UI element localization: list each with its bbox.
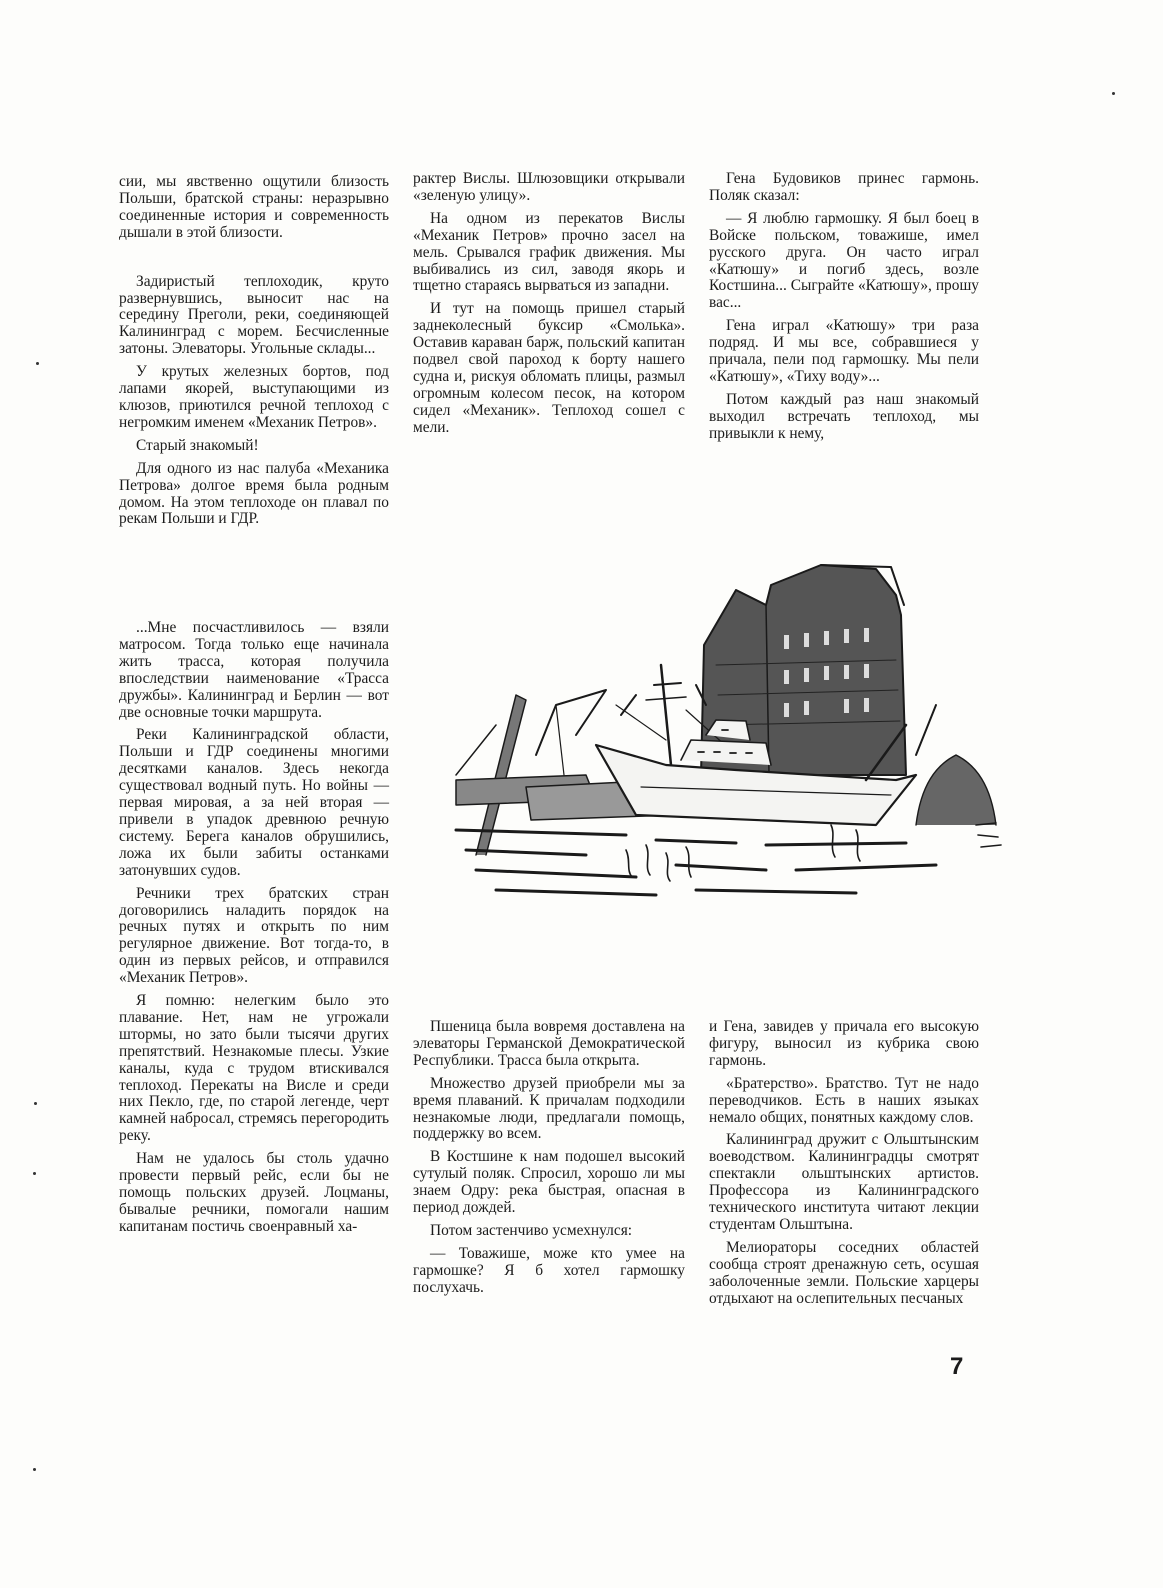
paragraph: На одном из перекатов Вислы «Механик Петров» прочно засел на мель. Срывался график движения. Мы выбивались из сил, заводя якорь и тщетно стараясь вырваться из западни. [413,209,685,295]
paragraph: Гена Будовиков принес гармонь. Поляк сказал: [709,170,979,204]
paragraph: и Гена, завидев у причала его высокую фигуру, выносил из кубрика свою гармонь. [709,1018,979,1069]
paragraph: Калининград дружит с Ольштынским воеводством. Калининградцы смотрят спектакли ольштынских артистов. Профессора из Калининградского технического института читают лекции студентам Ольштына. [709,1131,979,1233]
article-column-6 [709,1019,979,1314]
paragraph: Я помню: нелегким было это плавание. Нет, нам не угрожали штормы, но зато были тысячи других препятствий. Незнакомые плесы. Узкие каналы, куда с трудом втискивался теплоход. Перекаты на Висле и среди них Пекло, где, по старой легенде, черт камней набросал, стремясь перегородить реку. [119,992,389,1145]
article-column-4 [119,620,389,1242]
scan-speck [1112,92,1115,95]
paragraph: Речники трех братских стран договорились наладить порядок на речных путях и открыть по ним регулярное движение. Вот тогда-то, в один из первых рейсов, и отправился «Механик Петров». [119,884,389,987]
paragraph: Для одного из нас палуба «Механика Петрова» долгое время была родным домом. На этом теплоходе он плавал по рекам Польши и ГДР. [119,459,389,528]
paragraph: рактер Вислы. Шлюзовщики открывали «зеленую улицу». [413,170,685,204]
paragraph: У крутых железных бортов, под лапами якорей, выступающими из клюзов, приютился речной теплоход с негромким именем «Механик Петров». [119,363,389,431]
paragraph: И тут на помощь пришел старый заднеколесный буксир «Смолька». Оставив караван барж, польский капитан подвел свой пароход к борту нашего судна и, рискуя обломать плицы, размыл огромным колесом песок, на котором сидел «Механик». Теплоход сошел с мели. [413,300,685,436]
scan-speck [36,362,39,365]
paragraph: Потом застенчиво усмехнулся: [430,1221,633,1239]
paragraph: Пшеница была вовремя доставлена на элеваторы Германской Демократической Республики. Трасса была открыта. [413,1018,685,1069]
article-column-2 [413,171,685,443]
ship-at-grain-elevator-sketch-icon [436,525,1016,905]
page-number: 7 [950,1353,964,1380]
paragraph: Старый знакомый! [136,436,259,454]
paragraph: Мелиораторы соседних областей сообща строят дренажную сеть, осушая заболоченные земли. Польские харцеры отдыхают на ослепительных песчаных [709,1238,979,1307]
scan-speck [34,1102,37,1105]
scan-speck [33,1468,36,1471]
paragraph: Реки Калининградской области, Польши и ГДР соединены многими десятками каналов. Здесь некогда существовал водный путь. Но войны — первая мировая, а за ней вторая — привели в упадок древнюю речную систему. Берега каналов обрушились, ложа их были забиты останками затонувших судов. [119,726,389,879]
article-column-3 [709,171,979,449]
paragraph: Задиристый теплоходик, круто развернувшись, выносит нас на середину Преголи, реки, соединяющей Калининград с морем. Бесчисленные затоны. Элеваторы. Угольные склады... [119,272,389,358]
article-column-5 [413,1019,685,1303]
paragraph: ...Мне посчастливилось — взяли матросом. Тогда только еще начинала жить трасса, которая получила впоследствии наименование «Трасса дружбы». Калининград и Берлин — вот две основные точки маршрута. [119,619,389,721]
paragraph: сии, мы явственно ощутили близость Польши, братской страны: неразрывно соединенные история и современность дышали в этой близости. [119,173,389,241]
paragraph: — Я люблю гармошку. Я был боец в Войске польском, товажише, имел русского друга. Он часто играл «Катюшу» и погиб здесь, возле Костшина... Сыграйте «Катюшу», прошу вас... [709,209,979,312]
paragraph: «Братерство». Братство. Тут не надо переводчиков. Есть в наших языках немало общих, понятных каждому слов. [709,1074,979,1126]
paragraph: В Костшине к нам подошел высокий сутулый поляк. Спросил, хорошо ли мы знаем Одру: река быстрая, опасная в период дождей. [413,1148,685,1217]
paragraph: Нам не удалось бы столь удачно провести первый рейс, если бы не помощь польских друзей. Лоцманы, бывалые речники, помогали нашим капитанам постичь своенравный ха- [119,1150,389,1235]
paragraph: Гена играл «Катюшу» три раза подряд. И мы все, собравшиеся у причала, пели под гармошку. Мы пели «Катюшу», «Тиху воду»... [709,317,979,385]
paragraph: — Товажише, може кто умее на гармошке? Я б хотел гармошку послухачь. [413,1244,685,1296]
paragraph: Множество друзей приобрели мы за время плаваний. К причалам подходили незнакомые люди, предлагали помощь, поддержку во всем. [413,1074,685,1143]
article-column-1 [119,174,389,534]
scan-speck [33,1172,36,1175]
paragraph: Потом каждый раз наш знакомый выходил встречать теплоход, мы привыкли к нему, [709,390,979,442]
